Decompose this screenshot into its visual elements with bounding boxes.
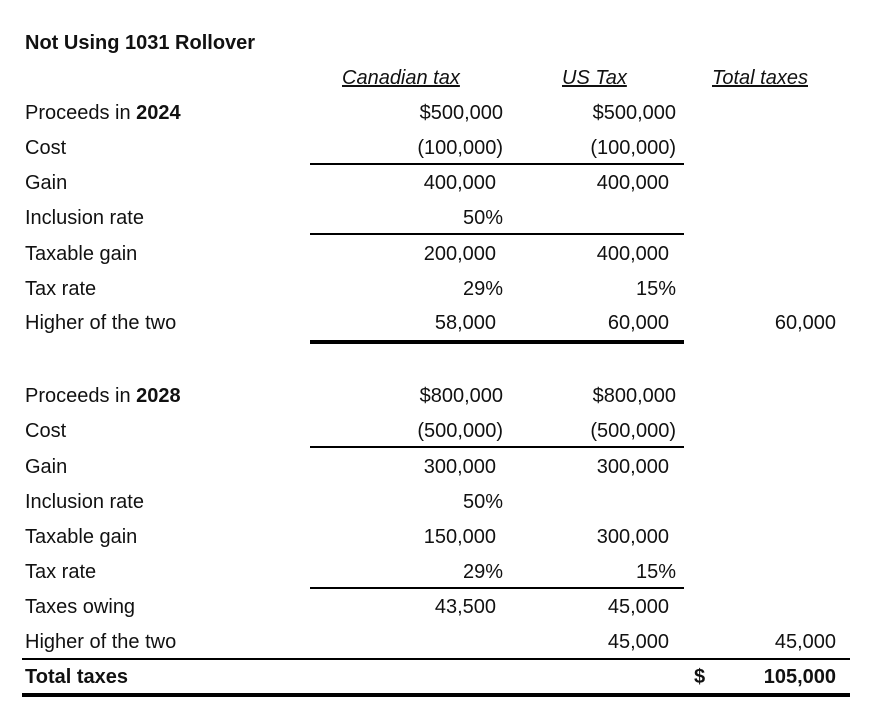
proceeds-2024-label bbox=[25, 101, 181, 125]
proceeds-2024-us: $500,000 bbox=[592, 102, 676, 124]
proceeds-label-text: Proceeds in bbox=[25, 385, 137, 407]
higher-2028-us: 45,000 bbox=[607, 631, 669, 653]
subtotal-divider bbox=[310, 587, 684, 589]
grand-total-double-divider bbox=[22, 693, 850, 697]
gain-2024-label: Gain bbox=[25, 172, 68, 194]
subtotal-divider bbox=[310, 446, 684, 448]
taxable-2024-us: 400,000 bbox=[596, 243, 669, 265]
column-header-us-tax: US Tax bbox=[562, 67, 627, 89]
higher-2028-total: 45,000 bbox=[774, 631, 836, 653]
cost-2024-canadian: (100,000) bbox=[417, 137, 503, 159]
section-total-divider bbox=[310, 340, 684, 344]
column-header-canadian-tax: Canadian tax bbox=[342, 67, 460, 89]
inclusion-2028-label: Inclusion rate bbox=[25, 491, 144, 513]
rate-2024-label: Tax rate bbox=[25, 278, 97, 300]
owing-2028-label: Taxes owing bbox=[25, 596, 136, 618]
cost-2024-label: Cost bbox=[25, 137, 67, 159]
grand-total-currency: $ bbox=[694, 666, 706, 688]
proceeds-2028-label bbox=[25, 384, 181, 408]
grand-total-label: Total taxes bbox=[25, 666, 128, 688]
taxable-2024-label: Taxable gain bbox=[25, 243, 138, 265]
higher-2024-label: Higher of the two bbox=[25, 312, 177, 334]
cost-2028-label: Cost bbox=[25, 420, 67, 442]
subtotal-divider bbox=[310, 163, 684, 165]
proceeds-2028-canadian: $800,000 bbox=[419, 385, 503, 407]
grand-total-value: 105,000 bbox=[763, 666, 836, 688]
taxable-2028-label: Taxable gain bbox=[25, 526, 138, 548]
subtotal-divider bbox=[310, 233, 684, 235]
column-header-total-taxes: Total taxes bbox=[712, 67, 808, 89]
owing-2028-us: 45,000 bbox=[607, 596, 669, 618]
gain-2028-us: 300,000 bbox=[596, 456, 669, 478]
taxable-2028-us: 300,000 bbox=[596, 526, 669, 548]
cost-2028-us: (500,000) bbox=[590, 420, 676, 442]
gain-2024-canadian: 400,000 bbox=[423, 172, 496, 194]
proceeds-year: 2028 bbox=[136, 385, 181, 407]
gain-2024-us: 400,000 bbox=[596, 172, 669, 194]
rate-2024-us: 15% bbox=[635, 278, 676, 300]
rate-2028-canadian: 29% bbox=[462, 561, 503, 583]
gain-2028-canadian: 300,000 bbox=[423, 456, 496, 478]
higher-2024-total: 60,000 bbox=[774, 312, 836, 334]
gain-2028-label: Gain bbox=[25, 456, 68, 478]
higher-2024-canadian: 58,000 bbox=[434, 312, 496, 334]
proceeds-2028-us: $800,000 bbox=[592, 385, 676, 407]
cost-2024-us: (100,000) bbox=[590, 137, 676, 159]
rate-2024-canadian: 29% bbox=[462, 278, 503, 300]
grand-total-top-divider bbox=[22, 658, 850, 660]
proceeds-label-text: Proceeds in bbox=[25, 102, 137, 124]
table-title: Not Using 1031 Rollover bbox=[25, 32, 256, 54]
inclusion-2024-canadian: 50% bbox=[462, 207, 503, 229]
inclusion-2028-canadian: 50% bbox=[462, 491, 503, 513]
rate-2028-us: 15% bbox=[635, 561, 676, 583]
owing-2028-canadian: 43,500 bbox=[434, 596, 496, 618]
proceeds-2024-canadian: $500,000 bbox=[419, 102, 503, 124]
taxable-2024-canadian: 200,000 bbox=[423, 243, 496, 265]
cost-2028-canadian: (500,000) bbox=[417, 420, 503, 442]
inclusion-2024-label: Inclusion rate bbox=[25, 207, 144, 229]
higher-2028-label: Higher of the two bbox=[25, 631, 177, 653]
rate-2028-label: Tax rate bbox=[25, 561, 97, 583]
taxable-2028-canadian: 150,000 bbox=[423, 526, 496, 548]
proceeds-year: 2024 bbox=[136, 102, 181, 124]
higher-2024-us: 60,000 bbox=[607, 312, 669, 334]
